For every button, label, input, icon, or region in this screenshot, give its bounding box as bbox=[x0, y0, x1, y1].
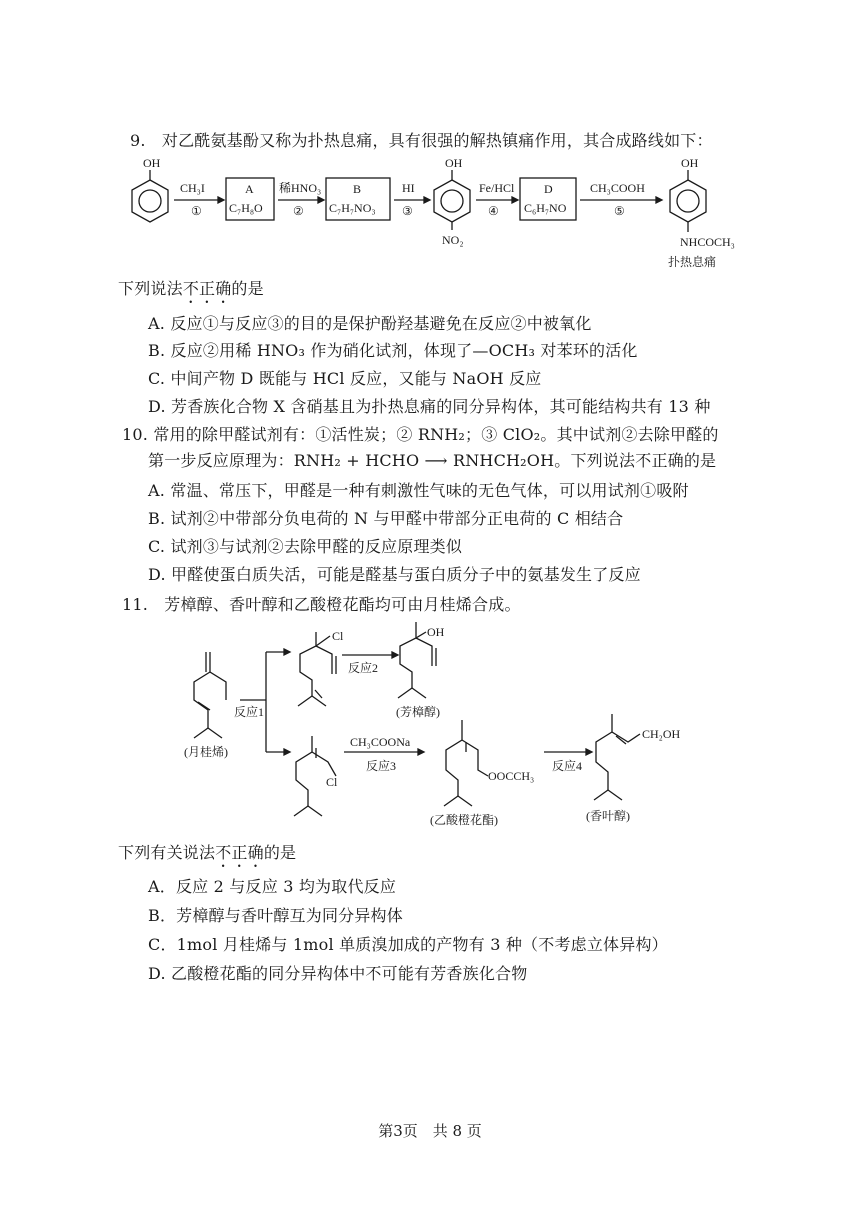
reaction-1-label: 反应1 bbox=[234, 705, 265, 719]
q11-prompt bbox=[118, 840, 296, 871]
q9-stem: 9. 对乙酰氨基酚又称为扑热息痛，具有很强的解热镇痛作用，其合成路线如下： bbox=[130, 131, 713, 150]
step-1: ① bbox=[191, 204, 202, 218]
q11-prompt-start: 下列有关说法 bbox=[118, 843, 216, 862]
q10-stem-line2: 第一步反应原理为：RNH₂ + HCHO ⟶ RNHCH₂OH。下列说法不正确的是 bbox=[148, 451, 717, 470]
paracetamol-name: 扑热息痛 bbox=[668, 255, 717, 269]
reagent-ch3i: CH₃I bbox=[180, 181, 205, 195]
q9-option-b: B. 反应②用稀 HNO₃ 作为硝化试剂，体现了—OCH₃ 对苯环的活化 bbox=[148, 341, 638, 360]
q10-option-c: C. 试剂③与试剂②去除甲醛的反应原理类似 bbox=[148, 537, 463, 556]
reagent-hi: HI bbox=[402, 181, 415, 195]
q11-option-c: C．1mol 月桂烯与 1mol 单质溴加成的产物有 3 种（不考虑立体异构） bbox=[148, 935, 668, 954]
q10-option-d: D. 甲醛使蛋白质失活，可能是醛基与蛋白质分子中的氨基发生了反应 bbox=[148, 565, 641, 584]
box-b-title: B bbox=[353, 182, 362, 196]
step-4: ④ bbox=[488, 204, 499, 218]
q9-option-c: C. 中间产物 D 既能与 HCl 反应，又能与 NaOH 反应 bbox=[148, 369, 542, 388]
myrcene-name: (月桂烯) bbox=[184, 745, 228, 759]
q9-prompt-emphasis: 不正确 bbox=[182, 279, 232, 298]
step-3: ③ bbox=[402, 204, 413, 218]
neryl-acetate-group: OOCCH₃ bbox=[488, 769, 535, 783]
reaction-3-label: 反应3 bbox=[366, 759, 397, 773]
q11-stem: 11. 芳樟醇、香叶醇和乙酸橙花酯均可由月桂烯合成。 bbox=[122, 595, 521, 614]
paracetamol-nhcoch3: NHCOCH₃ bbox=[680, 235, 735, 249]
reagent-fe-hcl: Fe/HCl bbox=[479, 181, 515, 195]
neryl-acetate-name: (乙酸橙花酯) bbox=[430, 813, 498, 827]
box-d-title: D bbox=[544, 182, 553, 196]
box-d-formula: C₆H₇NO bbox=[524, 201, 567, 215]
linalool-oh: OH bbox=[427, 625, 445, 639]
q9-prompt-end: 的是 bbox=[231, 279, 264, 298]
reaction-2-label: 反应2 bbox=[348, 661, 379, 675]
q10-option-b: B. 试剂②中带部分负电荷的 N 与甲醛中带部分正电荷的 C 相结合 bbox=[148, 509, 624, 528]
step-2: ② bbox=[293, 204, 304, 218]
q11-option-d: D. 乙酸橙花酯的同分异构体中不可能有芳香族化合物 bbox=[148, 964, 528, 983]
geranyl-chloride-cl: Cl bbox=[326, 775, 338, 789]
q11-prompt-emphasis: 不正确 bbox=[215, 843, 264, 862]
box-a-formula: C₇H₈O bbox=[229, 201, 263, 215]
page-number-footer: 第3页 共 8 页 bbox=[378, 1122, 482, 1140]
q9-option-a: A. 反应①与反应③的目的是保护酚羟基避免在反应②中被氧化 bbox=[148, 314, 592, 333]
box-a-title: A bbox=[245, 182, 254, 196]
reaction-4-label: 反应4 bbox=[552, 759, 583, 773]
reagent-hno3: 稀HNO₃ bbox=[279, 181, 322, 195]
nitrophenol-oh: OH bbox=[445, 156, 463, 170]
q9-option-d: D. 芳香族化合物 X 含硝基且为扑热息痛的同分异构体，其可能结构共有 13 种 bbox=[148, 397, 711, 416]
geraniol-ch2oh: CH₂OH bbox=[642, 727, 681, 741]
q10-option-a: A. 常温、常压下，甲醛是一种有刺激性气味的无色气体，可以用试剂①吸附 bbox=[148, 481, 689, 500]
paracetamol-oh: OH bbox=[681, 156, 699, 170]
q11-option-b: B．芳樟醇与香叶醇互为同分异构体 bbox=[148, 906, 403, 925]
nitrophenol-no2: NO₂ bbox=[442, 233, 464, 247]
geraniol-name: (香叶醇) bbox=[586, 809, 630, 823]
q10-stem-line1: 10. 常用的除甲醛试剂有：①活性炭；② RNH₂；③ ClO₂。其中试剂②去除甲醛的 bbox=[122, 425, 719, 444]
reagent-ch3cooh: CH₃COOH bbox=[590, 181, 645, 195]
q11-option-a: A．反应 2 与反应 3 均为取代反应 bbox=[148, 877, 397, 896]
step-5: ⑤ bbox=[614, 204, 625, 218]
q9-prompt-start: 下列说法 bbox=[118, 279, 183, 298]
linalool-name: (芳樟醇) bbox=[396, 705, 440, 719]
q11-prompt-end: 的是 bbox=[263, 843, 297, 862]
box-b-formula: C₇H₇NO₃ bbox=[329, 201, 376, 215]
reagent-ch3coona: CH₃COONa bbox=[350, 735, 411, 749]
linalyl-chloride-cl: Cl bbox=[332, 629, 344, 643]
phenol-oh: OH bbox=[143, 156, 161, 170]
